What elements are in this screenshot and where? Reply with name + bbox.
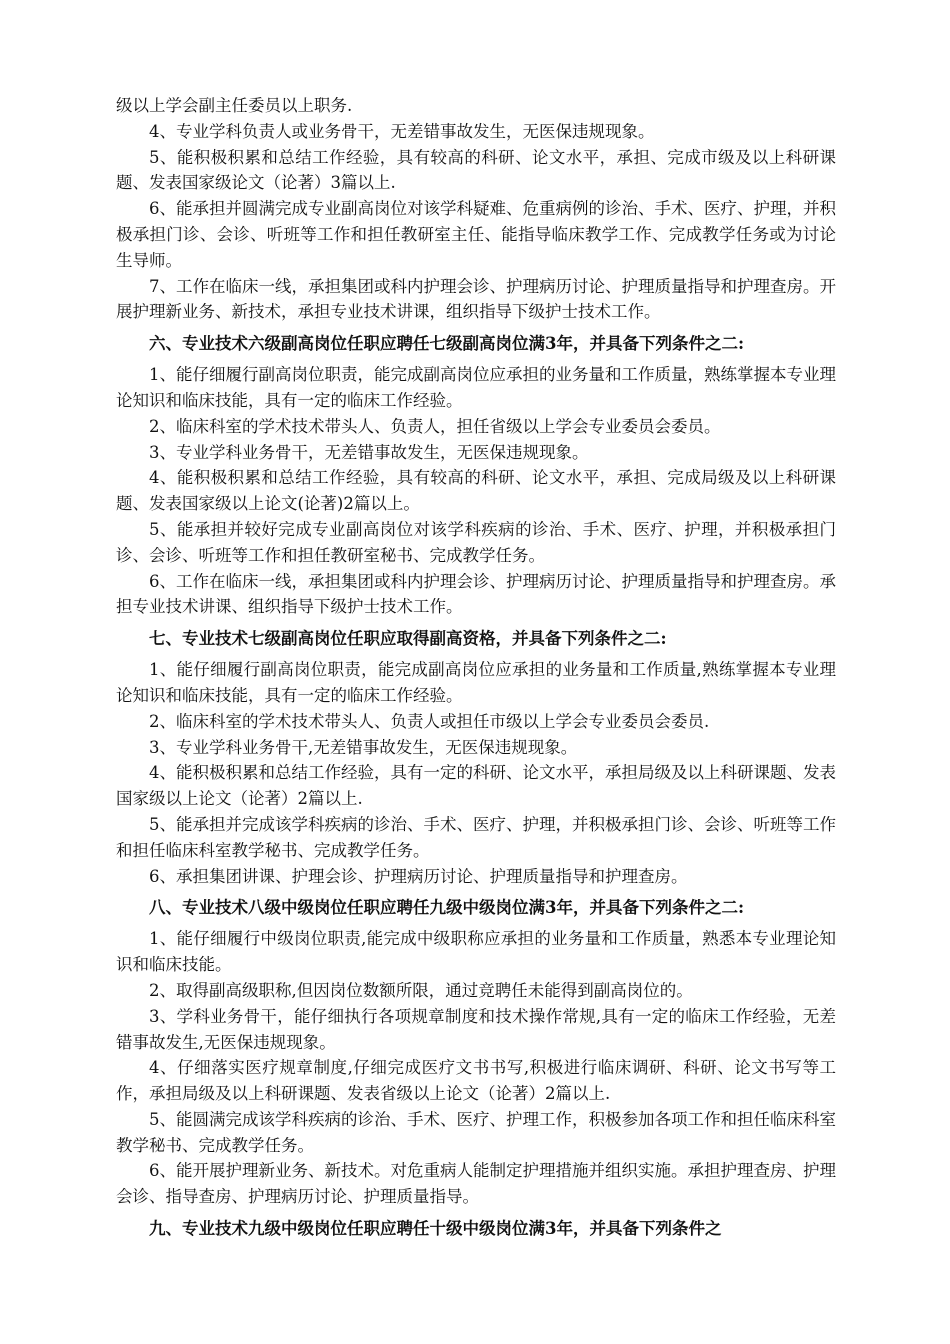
list-item: 4、专业学科负责人或业务骨干，无差错事故发生，无医保违规现象。 (149, 121, 655, 141)
list-item: 3、学科业务骨干，能仔细执行各项规章制度和技术操作常规,具有一定的临床工作经验，无差错事故发生,无医保违规现象。 (116, 1006, 836, 1052)
section-heading-6: 六、专业技术六级副高岗位任职应聘任七级副高岗位满3年，并具备下列条件之二: (149, 334, 745, 354)
document-body (116, 93, 836, 1247)
list-item: 6、工作在临床一线，承担集团或科内护理会诊、护理病历讨论、护理质量指导和护理查房。承担专业技术讲课、组织指导下级护士技术工作。 (116, 571, 836, 617)
list-item: 3、专业学科业务骨干，无差错事故发生，无医保违规现象。 (149, 442, 589, 462)
paragraph-continuation: 级以上学会副主任委员以上职务. (116, 96, 353, 115)
list-item: 1、能仔细履行副高岗位职责，能完成副高岗位应承担的业务量和工作质量，熟练掌握本专业理论知识和临床技能，具有一定的临床工作经验。 (116, 365, 836, 410)
section-heading-8: 八、专业技术八级中级岗位任职应聘任九级中级岗位满3年，并具备下列条件之二: (149, 898, 745, 918)
section-heading-9: 九、专业技术九级中级岗位任职应聘任十级中级岗位满3年，并具备下列条件之 (149, 1219, 722, 1239)
list-item: 2、取得副高级职称,但因岗位数额所限，通过竞聘任未能得到副高岗位的。 (149, 980, 693, 1000)
list-item: 5、能承担并完成该学科疾病的诊治、手术、医疗、护理，并积极承担门诊、会诊、听班等工作和担任临床科室教学秘书、完成教学任务。 (116, 814, 836, 860)
list-item: 1、能仔细履行中级岗位职责,能完成中级职称应承担的业务量和工作质量，熟悉本专业理论知识和临床技能。 (116, 929, 836, 975)
list-item: 2、临床科室的学术技术带头人、负责人，担任省级以上学会专业委员会委员。 (149, 416, 721, 436)
list-item: 1、能仔细履行副高岗位职责，能完成副高岗位应承担的业务量和工作质量,熟练掌握本专业理论知识和临床技能，具有一定的临床工作经验。 (116, 660, 836, 705)
list-item: 6、能开展护理新业务、新技术。对危重病人能制定护理措施并组织实施。承担护理查房、护理会诊、指导查房、护理病历讨论、护理质量指导。 (116, 1161, 836, 1207)
list-item: 6、能承担并圆满完成专业副高岗位对该学科疑难、危重病例的诊治、手术、医疗、护理，并积极承担门诊、会诊、听班等工作和担任教研室主任、能指导临床教学工作、完成教学任务或为讨论生导师。 (116, 199, 836, 270)
list-item: 5、能圆满完成该学科疾病的诊治、手术、医疗、护理工作，积极参加各项工作和担任临床科室教学秘书、完成教学任务。 (116, 1109, 836, 1155)
list-item: 5、能承担并较好完成专业副高岗位对该学科疾病的诊治、手术、医疗、护理，并积极承担门诊、会诊、听班等工作和担任教研室秘书、完成教学任务。 (116, 519, 836, 565)
section-heading-7: 七、专业技术七级副高岗位任职应取得副高资格，并具备下列条件之二: (149, 629, 667, 649)
list-item: 4、仔细落实医疗规章制度,仔细完成医疗文书书写,积极进行临床调研、科研、论文书写等工作，承担局级及以上科研课题、发表省级以上论文（论著）2篇以上. (116, 1058, 836, 1104)
list-item: 4、能积极积累和总结工作经验，具有一定的科研、论文水平，承担局级及以上科研课题、发表国家级以上论文（论著）2篇以上. (116, 763, 836, 809)
list-item: 4、能积极积累和总结工作经验，具有较高的科研、论文水平，承担、完成局级及以上科研课题、发表国家级以上论文(论著)2篇以上。 (116, 468, 836, 514)
list-item: 6、承担集团讲课、护理会诊、护理病历讨论、护理质量指导和护理查房。 (149, 866, 688, 886)
list-item: 7、工作在临床一线，承担集团或科内护理会诊、护理病历讨论、护理质量指导和护理查房。开展护理新业务、新技术，承担专业技术讲课，组织指导下级护士技术工作。 (116, 276, 836, 322)
list-item: 2、临床科室的学术技术带头人、负责人或担任市级以上学会专业委员会委员. (149, 711, 710, 731)
list-item: 3、专业学科业务骨干,无差错事故发生，无医保违规现象。 (149, 737, 578, 757)
list-item: 5、能积极积累和总结工作经验，具有较高的科研、论文水平，承担、完成市级及以上科研课题、发表国家级论文（论著）3篇以上. (116, 147, 836, 193)
